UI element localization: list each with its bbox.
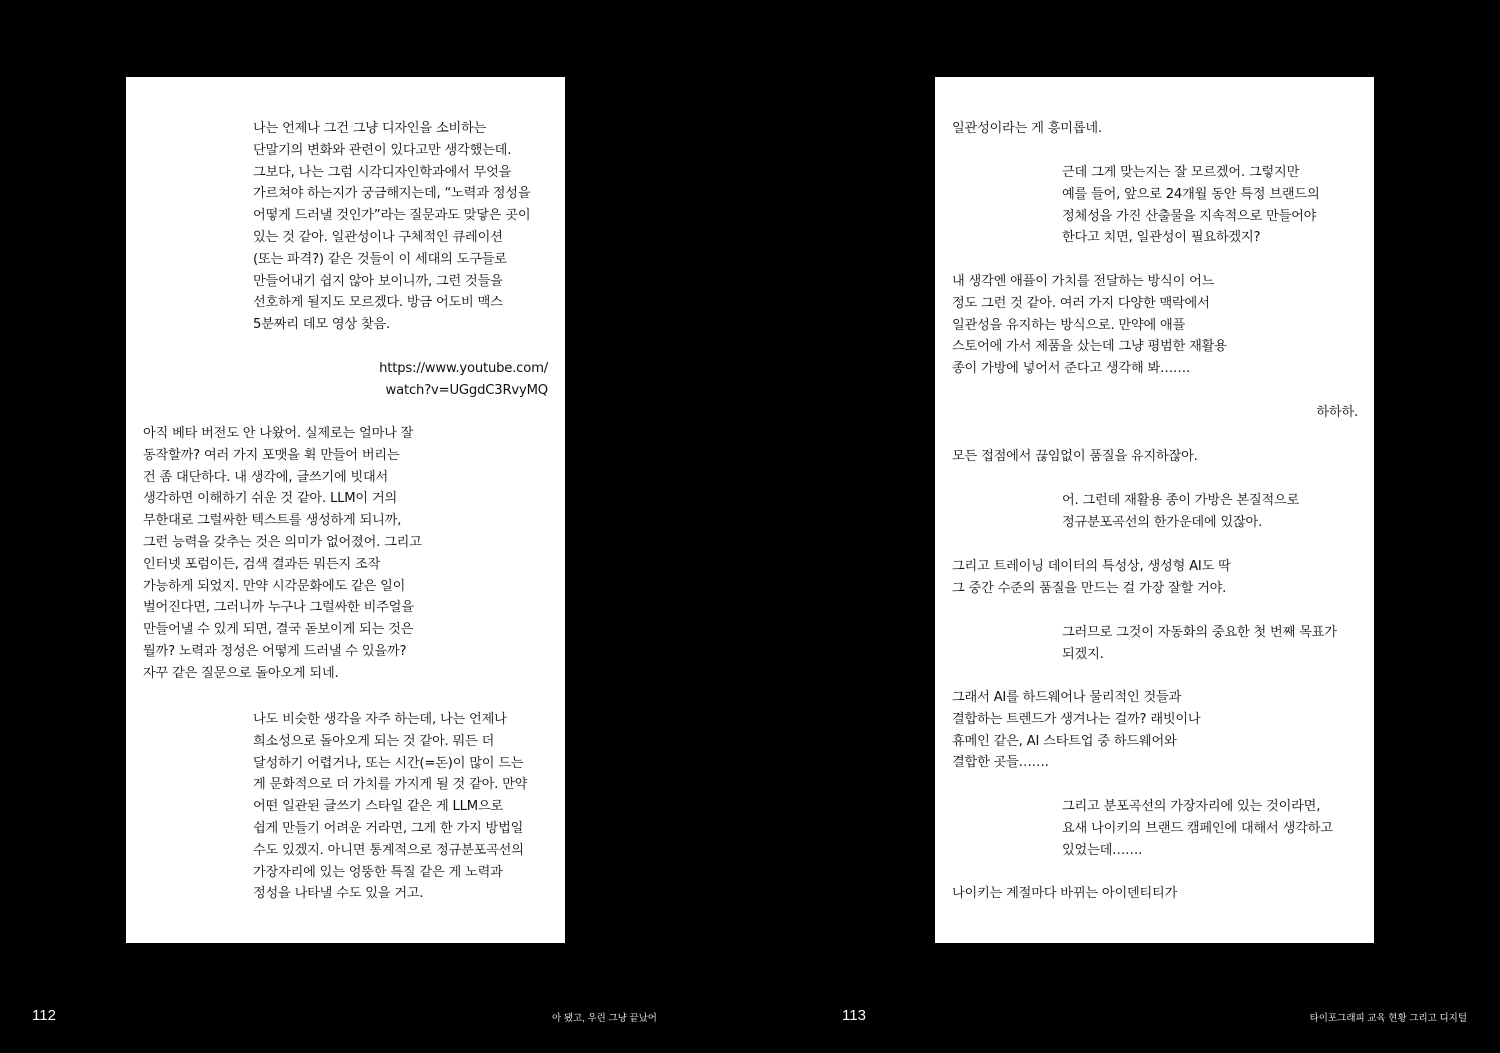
right-page-number: 113 [842,1007,866,1024]
paragraph-ai-hardware: 그래서 AI를 하드웨어나 물리적인 것들과 결합하는 트렌드가 생겨나는 걸까? 래빗이나 휴메인 같은, AI 스타트업 중 하드웨어와 결합한 곳들……. [952,690,1201,771]
left-page-number: 112 [32,1007,56,1024]
paragraph-24-months: 근데 그게 맞는지는 잘 모르겠어. 그렇지만 예를 들어, 앞으로 24개월 동안 특정 브랜드의 정체성을 가진 산출물을 지속적으로 만들어야 한다고 치면, 일관성이 필요하겠지? [1062,165,1320,246]
left-page [126,77,565,943]
paragraph-automation: 그러므로 그것이 자동화의 중요한 첫 번째 목표가 되겠지. [1062,625,1337,662]
paragraph-scarcity: 나도 비슷한 생각을 자주 하는데, 나는 언제나 희소성으로 돌아오게 되는 것 같아. 뭐든 더 달성하기 어렵거나, 또는 시간(=돈)이 많이 드는 게 문화적으로 더 가치를 가지게 될 것 같아. 만약 어떤 일관된 글쓰기 스타일 같은 게 LLM으로 쉽게 만들기 어려운 거라면, 그게 한 가지 방법일 수도 있겠지. 아니면 통계적으로 정규분포곡선의 가장자리에 있는 엉뚱한 특질 같은 게 노력과 정성을 나타낼 수도 있을 거고. [253,712,528,902]
paragraph-recycled-bag: 어. 그런데 재활용 종이 가방은 본질적으로 정규분포곡선의 한가운데에 있잖아. [1062,493,1300,530]
paragraph-touchpoints: 모든 접점에서 끊임없이 품질을 유지하잖아. [952,449,1198,464]
paragraph-hahaha: 하하하. [1316,405,1358,420]
paragraph-beta-version: 아직 베타 버전도 안 나왔어. 실제로는 얼마나 잘 동작할까? 여러 가지 포맷을 휙 만들어 버리는 건 좀 대단하다. 내 생각에, 글쓰기에 빗대서 생각하면 이해하기 쉬운 것 같아. LLM이 거의 무한대로 그럴싸한 텍스트를 생성하게 되니까, 그런 능력을 갖추는 것은 의미가 없어졌어. 그리고 인터넷 포럼이든, 검색 결과든 뭐든지 조작 가능하게 되었지. 만약 시각문화에도 같은 일이 벌어진다면, 그러니까 누구나 그럴싸한 비주얼을 만들어낼 수 있게 되면, 결국 돋보이게 되는 것은 뭘까? 노력과 정성은 어떻게 드러낼 수 있을까? 자꾸 같은 질문으로 돌아오게 되네. [143,426,422,681]
paragraph-nike-campaign: 그리고 분포곡선의 가장자리에 있는 것이라면, 요새 나이키의 브랜드 캠페인에 대해서 생각하고 있었는데……. [1062,799,1333,858]
paragraph-apple: 내 생각엔 애플이 가치를 전달하는 방식이 어느 정도 그런 것 같아. 여러 가지 다양한 맥락에서 일관성을 유지하는 방식으로. 만약에 애플 스토어에 가서 제품을 샀는데 그냥 평범한 재활용 종이 가방에 넣어서 준다고 생각해 봐……. [952,274,1227,377]
paragraph-nike-identity: 나이키는 계절마다 바뀌는 아이덴티티가 [952,886,1178,901]
paragraph-consistency: 일관성이라는 게 흥미롭네. [952,121,1102,136]
youtube-link[interactable]: https://www.youtube.com/ watch?v=UGgdC3RvyMQ [379,361,548,398]
right-running-title: 타이포그래피 교육 현황 그리고 디지털 [1309,1013,1467,1024]
paragraph-training-data: 그리고 트레이닝 데이터의 특성상, 생성형 AI도 딱 그 중간 수준의 품질을 만드는 걸 가장 잘할 거야. [952,559,1231,596]
left-running-title: 아 됐고, 우린 그냥 끝났어 [552,1013,657,1024]
right-page [935,77,1374,943]
paragraph-consumption-devices: 나는 언제나 그건 그냥 디자인을 소비하는 단말기의 변화와 관련이 있다고만 생각했는데. 그보다, 나는 그럼 시각디자인학과에서 무엇을 가르쳐야 하는지가 궁금해지는데, “노력과 정성을 어떻게 드러낼 것인가”라는 질문과도 맞닿은 곳이 있는 것 같아. 일관성이나 구체적인 큐레이션 (또는 파격?) 같은 것들이 이 세대의 도구들로 만들어내기 쉽지 않아 보이니까, 그런 것들을 선호하게 될지도 모르겠다. 방금 어도비 맥스 5분짜리 데모 영상 찾음. [253,121,531,333]
